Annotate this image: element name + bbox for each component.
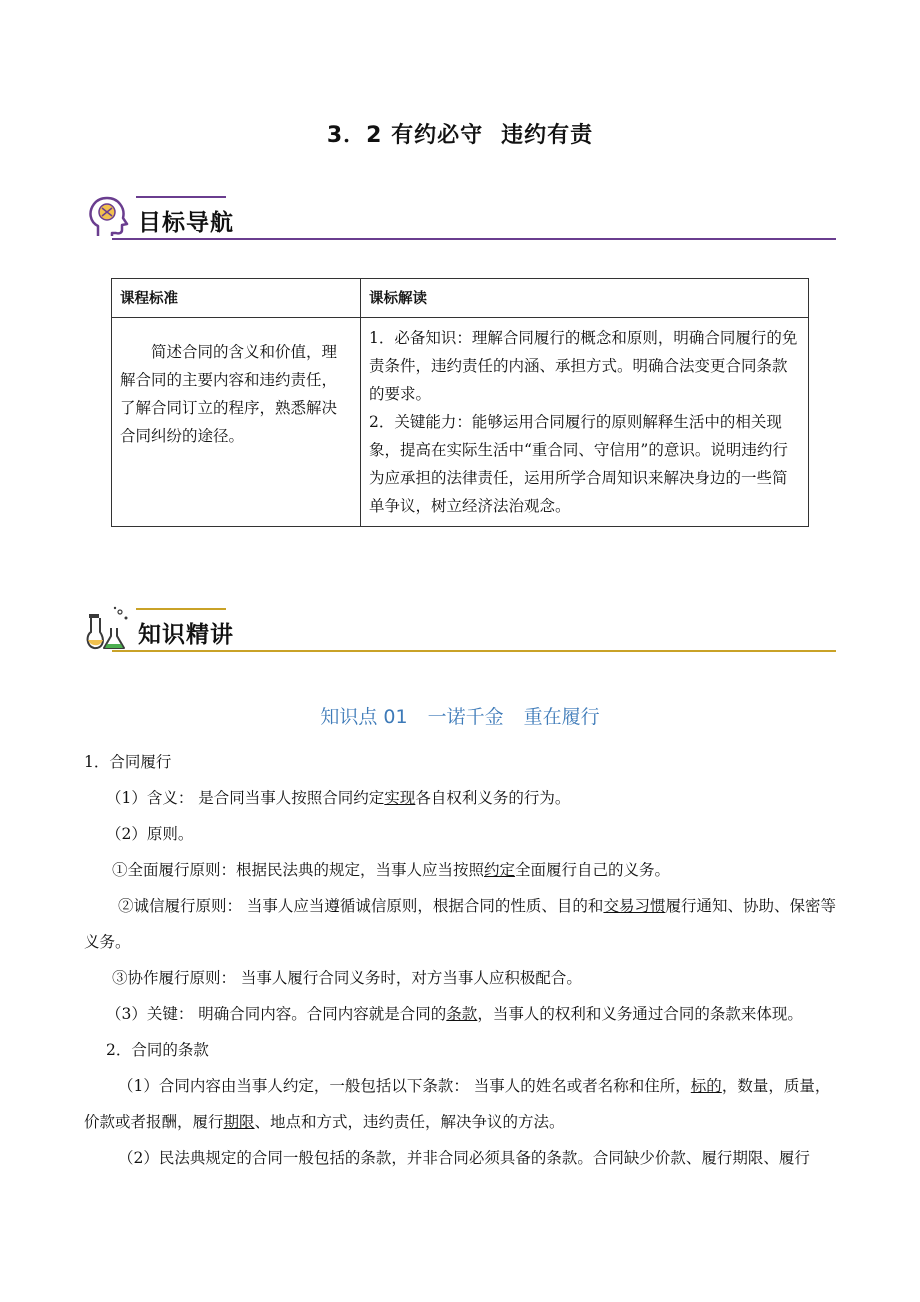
banner-rule <box>112 650 836 652</box>
kp-part2: 一诺千金 <box>427 706 504 728</box>
body-content <box>84 744 836 1176</box>
title-number: 3．2 <box>326 123 383 148</box>
table-row <box>112 318 809 527</box>
para-clauses-content: （1）合同内容由当事人约定，一般包括以下条款： 当事人的姓名或者名称和住所，标的，数量，质量，价款或者报酬，履行期限、地点和方式，违约责任，解决争议的方法。 <box>84 1077 831 1131</box>
para-key: （3）关键： 明确合同内容。合同内容就是合同的条款，当事人的权利和义务通过合同的条款来体现。 <box>106 1005 803 1023</box>
section-banner-goal-navigation <box>84 192 836 252</box>
banner-top-line <box>136 608 226 610</box>
section-banner-knowledge <box>84 604 836 664</box>
knowledge-point-title <box>0 702 920 729</box>
table-header-standard: 课程标准 <box>112 279 361 318</box>
banner-label: 知识精讲 <box>138 622 234 648</box>
para-principle-full: ①全面履行原则：根据民法典的规定，当事人应当按照约定全面履行自己的义务。 <box>112 861 671 879</box>
para-meaning: （1）含义： 是合同当事人按照合同约定实现各自权利义务的行为。 <box>106 789 571 807</box>
kp-part3: 重在履行 <box>523 706 600 728</box>
interpretation-item-2: 2．关键能力：能够运用合同履行的原则解释生活中的相关现象，提高在实际生活中“重合同、守信用”的意识。说明违约行为应承担的法律责任，运用所学合周知识来解决身边的一些简单争议，树立经济法治观念。 <box>369 413 788 515</box>
standard-text: 简述合同的含义和价值，理解合同的主要内容和违约责任，了解合同订立的程序，熟悉解决合同纠纷的途径。 <box>120 343 338 445</box>
banner-label: 目标导航 <box>138 210 234 236</box>
curriculum-table <box>111 278 809 527</box>
table-cell-interpretation <box>361 318 809 527</box>
banner-rule <box>112 238 836 240</box>
kp-number: 知识点 01 <box>320 706 408 728</box>
lab-flask-icon <box>84 604 134 654</box>
heading-contract-performance: 1．合同履行 <box>84 753 172 771</box>
para-principles: （2）原则。 <box>106 825 194 843</box>
para-principle-honesty: ②诚信履行原则： 当事人应当遵循诚信原则，根据合同的性质、目的和交易习惯履行通知、协助、保密等义务。 <box>84 897 836 951</box>
table-header-interpretation: 课标解读 <box>361 279 809 318</box>
table-cell-standard <box>112 318 361 527</box>
title-part2: 违约有责 <box>501 123 594 148</box>
banner-top-line <box>136 196 226 198</box>
para-principle-cooperation: ③协作履行原则： 当事人履行合同义务时，对方当事人应积极配合。 <box>112 969 582 987</box>
title-part1: 有约必守 <box>391 123 484 148</box>
para-clauses-note: （2）民法典规定的合同一般包括的条款，并非合同必须具备的条款。合同缺少价款、履行期限、履行 <box>118 1149 810 1167</box>
page-title <box>0 118 920 149</box>
table-header-row <box>112 279 809 318</box>
heading-contract-clauses: 2．合同的条款 <box>106 1041 209 1059</box>
interpretation-item-1: 1．必备知识：理解合同履行的概念和原则，明确合同履行的免责条件，违约责任的内涵、承担方式。明确合法变更合同条款的要求。 <box>369 329 798 403</box>
head-brain-icon <box>84 192 134 242</box>
